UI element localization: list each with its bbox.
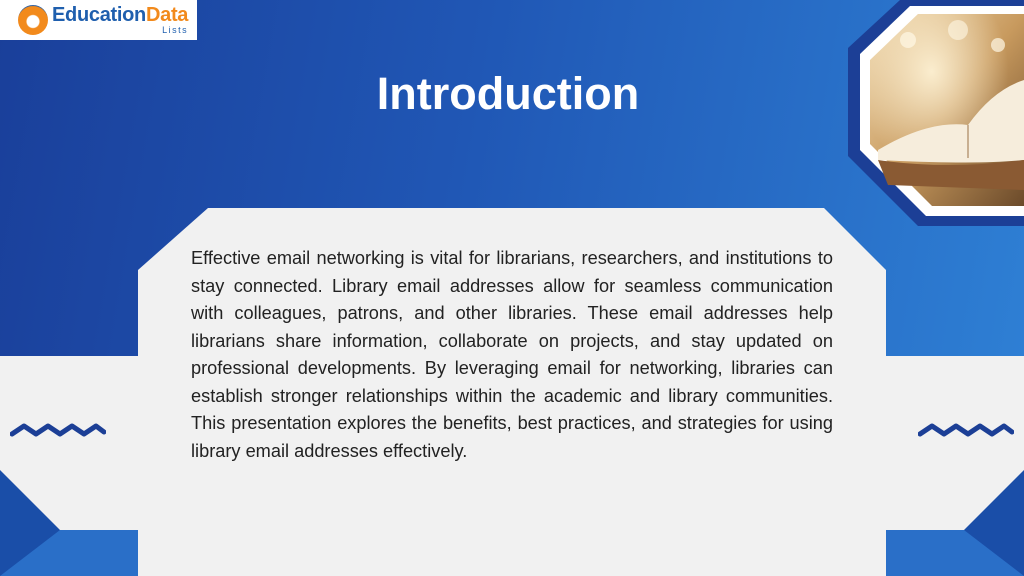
intro-paragraph: Effective email networking is vital for librarians, researchers, and institutions to stay connected. Library email addresses allow for seamless communication with colleagues, patrons, and other libraries. These email addresses help librarians share information, collaborate on projects, and stay updated on professional developments. By leveraging email for networking, libraries can establish stronger relationships within the academic and library communities. This presentation explores the benefits, best practices, and strategies for using library email addresses effectively. bbox=[191, 248, 833, 461]
logo-name bbox=[52, 5, 188, 25]
slide-title: Introduction bbox=[376, 68, 640, 119]
zigzag-icon bbox=[10, 420, 106, 440]
logo-name-part1: Education bbox=[52, 4, 146, 26]
logo-name-part2: Data bbox=[145, 4, 189, 26]
logo-subtitle: Lists bbox=[162, 25, 189, 35]
logo[interactable] bbox=[0, 0, 197, 40]
book-photo-frame bbox=[848, 0, 1024, 226]
zigzag-icon bbox=[918, 420, 1014, 440]
open-book-photo bbox=[848, 0, 1024, 226]
logo-book-icon bbox=[18, 5, 48, 35]
